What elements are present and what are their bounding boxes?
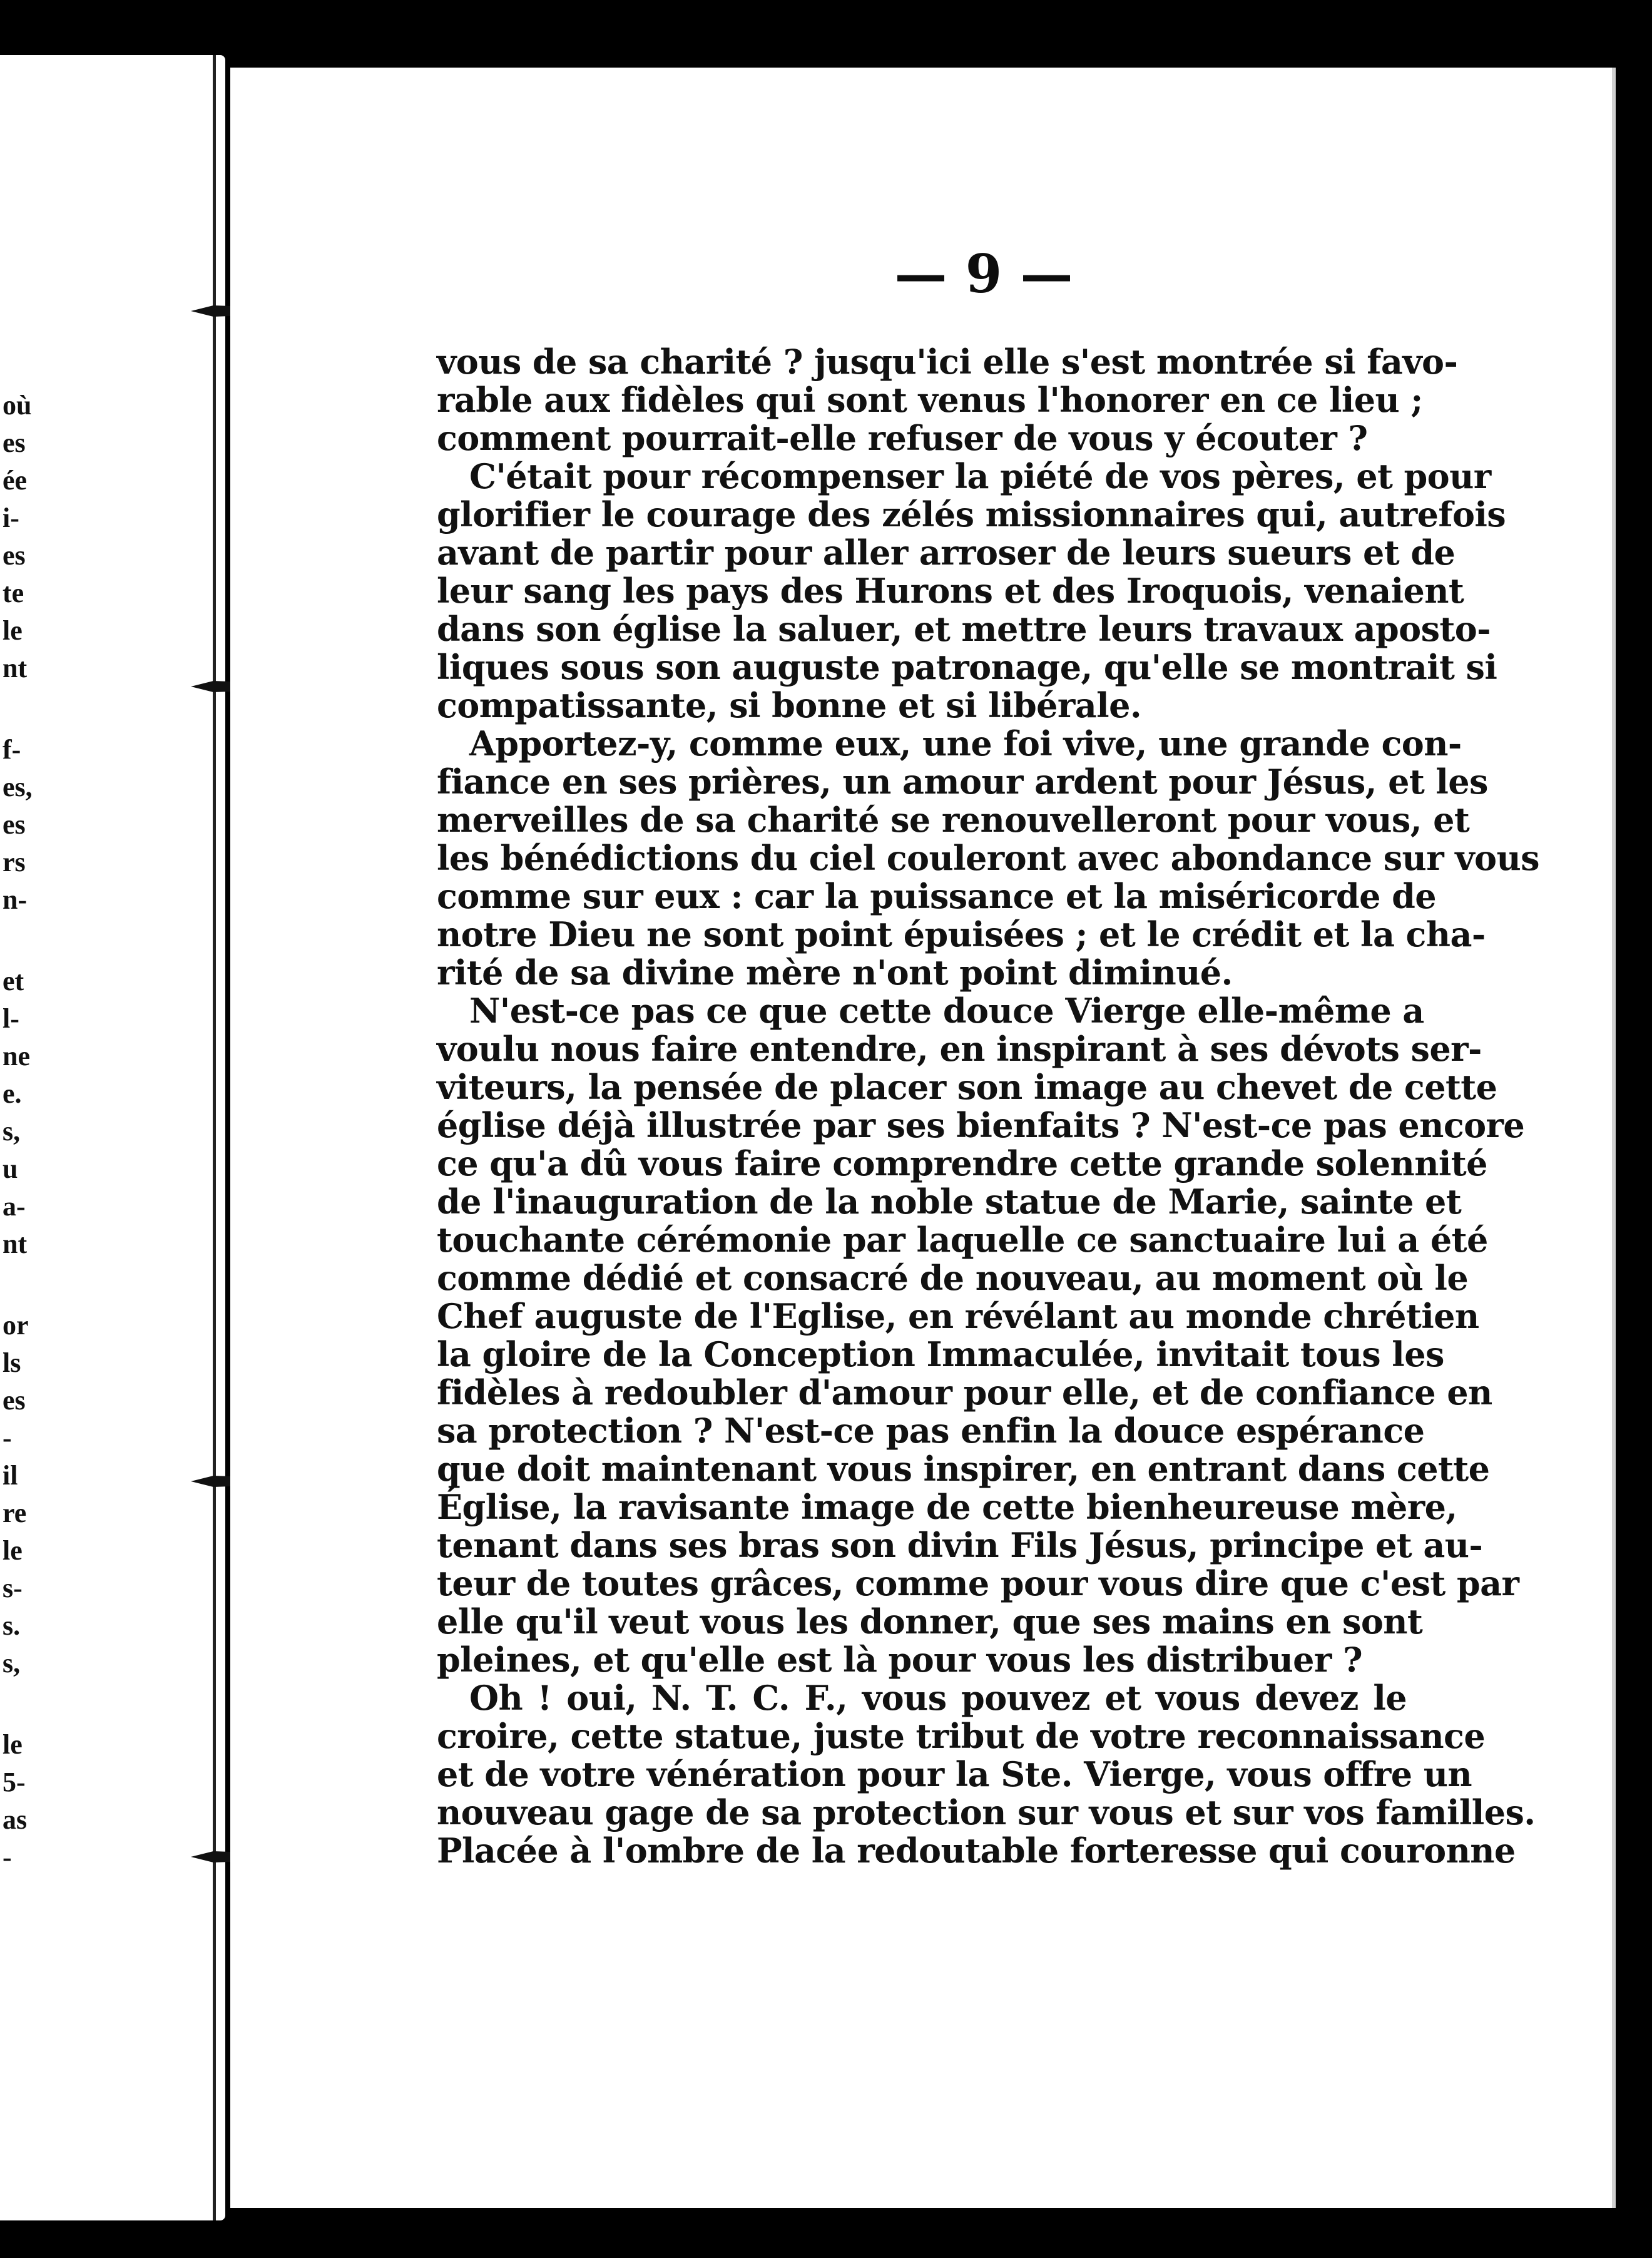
fragment: es <box>3 427 26 458</box>
text-line: comme dédié et consacré de nouveau, au moment où le <box>437 1258 1469 1298</box>
page-number: — 9 — <box>894 243 1073 305</box>
text-line: Placée à l'ombre de la redoutable forteresse qui couronne <box>437 1831 1516 1871</box>
fragment: re <box>3 1498 27 1528</box>
text-line: pleines, et qu'elle est là pour vous les distribuer ? <box>437 1640 1363 1680</box>
fragment: le <box>3 615 23 646</box>
text-line: nouveau gage de sa protection sur vous et sur vos familles. <box>437 1792 1536 1832</box>
text-line: les bénédictions du ciel couleront avec abondance sur vous <box>437 838 1539 878</box>
fragment: ée <box>3 465 28 496</box>
fragment: i- <box>3 503 19 533</box>
text-line: compatissante, si bonne et si libérale. <box>437 685 1142 725</box>
fragment: as <box>3 1804 28 1835</box>
text-line: teur de toutes grâces, comme pour vous dire que c'est par <box>437 1563 1519 1603</box>
text-line: leur sang les pays des Hurons et des Iroquois, venaient <box>437 571 1464 611</box>
fragment: nt <box>3 1229 28 1259</box>
text-line: rité de sa divine mère n'ont point diminué. <box>437 953 1233 993</box>
fragment: nt <box>3 653 28 683</box>
fragment: 5- <box>3 1767 26 1797</box>
fragment: e. <box>3 1078 22 1109</box>
left-facing-page <box>0 55 225 2220</box>
fragment: et <box>3 966 24 996</box>
fragment: le <box>3 1729 23 1760</box>
fragment: le <box>3 1535 23 1566</box>
text-line: dans son église la saluer, et mettre leurs travaux aposto- <box>437 609 1491 649</box>
text-line: touchante cérémonie par laquelle ce sanctuaire lui a été <box>437 1220 1488 1260</box>
text-line: N'est-ce pas ce que cette douce Vierge elle-même a <box>469 991 1424 1031</box>
fragment: rs <box>3 847 26 877</box>
fragment: u <box>3 1153 18 1184</box>
text-line: glorifier le courage des zélés missionnaires qui, autrefois <box>437 494 1506 534</box>
fragment: il <box>3 1460 18 1491</box>
text-line: elle qu'il veut vous les donner, que ses mains en sont <box>437 1602 1423 1642</box>
right-page <box>230 68 1616 2208</box>
text-line: comment pourrait-elle refuser de vous y écouter ? <box>437 418 1368 458</box>
text-line: de l'inauguration de la noble statue de Marie, sainte et <box>437 1182 1462 1222</box>
text-line: Chef auguste de l'Eglise, en révélant au monde chrétien <box>437 1296 1479 1336</box>
text-line: vous de sa charité ? jusqu'ici elle s'est montrée si favo- <box>437 342 1458 382</box>
fragment: s- <box>3 1573 23 1603</box>
book-spine <box>213 55 231 2220</box>
fragment: où <box>3 390 32 421</box>
text-line: avant de partir pour aller arroser de leurs sueurs et de <box>437 533 1456 573</box>
fragment: - <box>3 1423 12 1453</box>
fragment: l- <box>3 1003 19 1034</box>
fragment: es <box>3 1385 26 1416</box>
text-line: sa protection ? N'est-ce pas enfin la douce espérance <box>437 1411 1425 1451</box>
fragment: or <box>3 1310 29 1341</box>
text-line: et de votre vénération pour la Ste. Vierge, vous offre un <box>437 1754 1472 1794</box>
text-line: que doit maintenant vous inspirer, en entrant dans cette <box>437 1449 1490 1489</box>
fragment: s, <box>3 1116 21 1147</box>
text-line: croire, cette statue, juste tribut de votre reconnaissance <box>437 1716 1486 1756</box>
fragment: n- <box>3 884 28 915</box>
text-line: C'était pour récompenser la piété de vos pères, et pour <box>469 456 1491 496</box>
text-line: ce qu'a dû vous faire comprendre cette grande solennité <box>437 1143 1487 1183</box>
text-line: rable aux fidèles qui sont venus l'honorer en ce lieu ; <box>437 380 1423 420</box>
text-line: fidèles à redoubler d'amour pour elle, et de confiance en <box>437 1372 1492 1413</box>
text-line: église déjà illustrée par ses bienfaits ? N'est-ce pas encore <box>437 1105 1525 1145</box>
fragment: f- <box>3 734 21 765</box>
text-line: tenant dans ses bras son divin Fils Jésus, principe et au- <box>437 1525 1483 1565</box>
text-line: comme sur eux : car la puissance et la miséricorde de <box>437 876 1436 916</box>
fragment: te <box>3 578 24 608</box>
fragment: es <box>3 540 26 571</box>
text-line: liques sous son auguste patronage, qu'elle se montrait si <box>437 647 1497 687</box>
fragment: es <box>3 809 26 840</box>
text-line: voulu nous faire entendre, en inspirant à ses dévots ser- <box>437 1029 1482 1069</box>
page-body-text <box>437 342 1539 1871</box>
fragment: s. <box>3 1610 21 1641</box>
fragment: - <box>3 1842 12 1872</box>
text-line: Église, la ravisante image de cette bienheureuse mère, <box>437 1487 1457 1527</box>
fragment: ls <box>3 1347 21 1378</box>
fragment: s, <box>3 1648 21 1678</box>
text-line: fiance en ses prières, un amour ardent pour Jésus, et les <box>437 762 1488 802</box>
text-line: viteurs, la pensée de placer son image au chevet de cette <box>437 1067 1497 1107</box>
fragment: a- <box>3 1191 26 1222</box>
text-line: la gloire de la Conception Immaculée, invitait tous les <box>437 1334 1444 1374</box>
text-line: Apportez-y, comme eux, une foi vive, une grande con- <box>469 723 1462 764</box>
fragment: ne <box>3 1041 30 1071</box>
text-line: merveilles de sa charité se renouvelleront pour vous, et <box>437 800 1470 840</box>
fragment: es, <box>3 772 33 802</box>
text-line: notre Dieu ne sont point épuisées ; et le crédit et la cha- <box>437 914 1486 954</box>
text-line: Oh ! oui, N. T. C. F., vous pouvez et vous devez le <box>469 1678 1407 1718</box>
